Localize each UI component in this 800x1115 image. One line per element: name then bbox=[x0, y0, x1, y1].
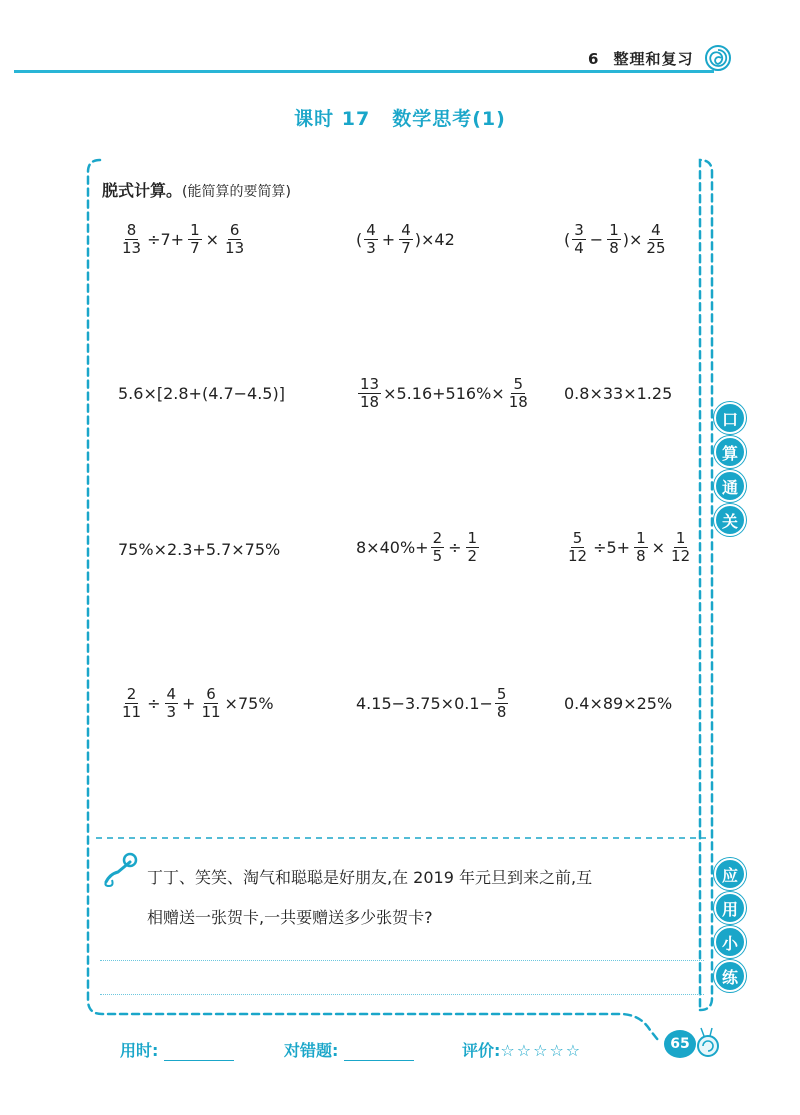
problem-2 bbox=[356, 222, 455, 257]
side-tag-oral-1: 口 bbox=[714, 402, 746, 434]
word-problem bbox=[147, 858, 707, 938]
expression: ×75% bbox=[224, 694, 274, 713]
chapter-number: 6 bbox=[588, 50, 600, 68]
problem-9 bbox=[564, 530, 694, 565]
operator: )× bbox=[622, 230, 643, 249]
operator: × bbox=[651, 538, 666, 557]
expression: 8×40%+ bbox=[356, 538, 429, 557]
operator: ÷ bbox=[448, 538, 462, 557]
side-tag-apply-3: 小 bbox=[714, 926, 746, 958]
lesson-name: 数学思考(1) bbox=[392, 108, 506, 130]
fraction: $\frac{4}{3}$ bbox=[166, 685, 177, 721]
operator: + bbox=[381, 230, 396, 249]
problem-11 bbox=[356, 686, 510, 721]
time-field bbox=[120, 1038, 234, 1061]
side-tag-oral-4: 关 bbox=[714, 504, 746, 536]
fraction: $\frac{1}{2}$ bbox=[467, 529, 478, 565]
problem-8 bbox=[356, 530, 481, 565]
rating-label: 评价: bbox=[462, 1041, 501, 1060]
fraction: $\frac{6}{13}$ bbox=[225, 221, 245, 257]
fraction: $\frac{13}{18}$ bbox=[360, 375, 380, 411]
fraction: $\frac{1}{8}$ bbox=[609, 221, 619, 257]
fraction: $\frac{1}{7}$ bbox=[190, 221, 200, 257]
problem-5 bbox=[356, 376, 532, 411]
time-label: 用时: bbox=[120, 1041, 159, 1060]
side-tag-apply-4: 练 bbox=[714, 960, 746, 992]
word-problem-line-1: 丁丁、笑笑、淘气和聪聪是好朋友,在 2019 年元旦到来之前,互 bbox=[147, 868, 593, 887]
instruction bbox=[102, 178, 291, 201]
problem-7: 75%×2.3+5.7×75% bbox=[118, 540, 281, 559]
operator: ÷ bbox=[147, 694, 161, 713]
time-blank[interactable] bbox=[164, 1044, 234, 1061]
problem-10 bbox=[118, 686, 274, 721]
chapter-title: 整理和复习 bbox=[613, 50, 694, 68]
errors-label: 对错题: bbox=[284, 1041, 339, 1060]
operator: × bbox=[205, 230, 220, 249]
word-problem-line-2: 相赠送一张贺卡,一共要赠送多少张贺卡? bbox=[147, 908, 433, 927]
answer-line bbox=[100, 960, 704, 961]
fraction: $\frac{1}{8}$ bbox=[636, 529, 646, 565]
operator: + bbox=[182, 694, 196, 713]
answer-line bbox=[100, 994, 704, 995]
side-tag-apply-2: 用 bbox=[714, 892, 746, 924]
page-number: 65 bbox=[664, 1030, 696, 1058]
fraction: $\frac{4}{3}$ bbox=[366, 221, 376, 257]
problem-6: 0.8×33×1.25 bbox=[564, 384, 673, 403]
fraction: $\frac{4}{25}$ bbox=[646, 221, 666, 257]
rating-field bbox=[462, 1038, 582, 1061]
fraction: $\frac{2}{11}$ bbox=[122, 685, 142, 721]
expression: ×5.16+516%× bbox=[383, 384, 505, 403]
problem-3 bbox=[564, 222, 670, 257]
fraction: $\frac{5}{18}$ bbox=[508, 375, 528, 411]
key-icon bbox=[100, 850, 140, 890]
lesson-number: 课时 17 bbox=[294, 108, 371, 130]
problem-4: 5.6×[2.8+(4.7−4.5)] bbox=[118, 384, 285, 403]
fraction: $\frac{5}{12}$ bbox=[568, 529, 588, 565]
snail-icon bbox=[694, 1026, 722, 1060]
fraction: $\frac{8}{13}$ bbox=[122, 221, 142, 257]
side-tag-apply-1: 应 bbox=[714, 858, 746, 890]
operator: − bbox=[589, 230, 604, 249]
operator: )×42 bbox=[414, 230, 455, 249]
fraction: $\frac{6}{11}$ bbox=[201, 685, 221, 721]
paren: ( bbox=[356, 230, 363, 249]
side-tag-oral-3: 通 bbox=[714, 470, 746, 502]
errors-field bbox=[284, 1038, 414, 1061]
rating-stars[interactable]: ☆☆☆☆☆ bbox=[500, 1041, 583, 1060]
instruction-title: 脱式计算。 bbox=[102, 181, 183, 200]
side-tag-oral-2: 算 bbox=[714, 436, 746, 468]
fraction: $\frac{5}{8}$ bbox=[496, 685, 507, 721]
expression: 4.15−3.75×0.1− bbox=[356, 694, 493, 713]
problem-1 bbox=[118, 222, 248, 257]
fraction: $\frac{1}{12}$ bbox=[671, 529, 691, 565]
paren: ( bbox=[564, 230, 571, 249]
fraction: $\frac{3}{4}$ bbox=[574, 221, 584, 257]
problem-12: 0.4×89×25% bbox=[564, 694, 673, 713]
fraction: $\frac{2}{5}$ bbox=[432, 529, 443, 565]
operator: ÷5+ bbox=[593, 538, 631, 557]
operator: ÷7+ bbox=[147, 230, 185, 249]
errors-blank[interactable] bbox=[344, 1044, 414, 1061]
instruction-note: (能简算的要简算) bbox=[182, 184, 291, 200]
fraction: $\frac{4}{7}$ bbox=[401, 221, 411, 257]
